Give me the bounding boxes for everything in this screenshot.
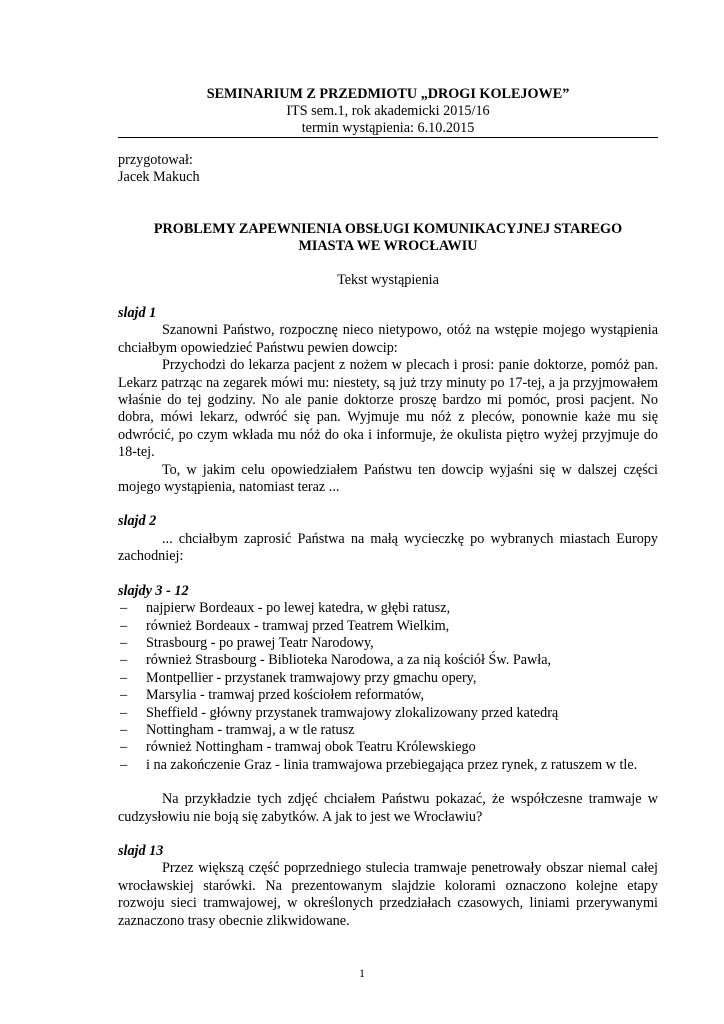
dash-bullet: – [120,756,128,773]
dash-bullet: – [120,600,128,617]
author-label: przygotował: [118,152,193,168]
title-line-1: PROBLEMY ZAPEWNIENIA OBSŁUGI KOMUNIKACYJNEJ STAREGO [153,221,623,237]
list-item-text: i na zakończenie Graz - linia tramwajowa przebiegająca przez rynek, z ratuszem w tle. [146,756,638,773]
dash-bullet: – [120,669,128,686]
slide-1-paragraph-3: To, w jakim celu opowiedziałem Państwu ten dowcip wyjaśni się w dalszej części mojego wystąpienia, natomiast teraz ... [118,461,658,496]
list-item-text: Marsylia - tramwaj przed kościołem reformatów, [146,687,424,704]
semester-info: ITS sem.1, rok akademicki 2015/16 [286,103,490,119]
list-item [118,670,658,687]
slide-1-heading: slajd 1 [118,305,157,321]
slide-1-paragraph-2: Przychodzi do lekarza pacjent z nożem w plecach i prosi: panie doktorze, pomóż pan. Lekarz patrząc na zegarek mówi mu: niestety, są już trzy minuty po 17-tej, a ja przyjmowałem właśnie do tej godziny. No ale panie doktorze proszę bardzo mi pomóc, prosi pacjent. No dobra, mówi lekarz, odwróć się pan. Wyjmuje mu nóż z pleców, ponownie każe mu się odwrócić, po czym wkłada mu nóż do oka i informuje, że okulista piętro wyżej przyjmuje do 18-tej. [118,357,658,461]
slide-2-paragraph-1: ... chciałbym zaprosić Państwa na małą wycieczkę po wybranych miastach Europy zachodniej: [118,530,658,565]
list-item [118,722,658,739]
dash-bullet: – [120,617,128,634]
spacer [118,774,658,791]
document-title [118,221,658,255]
list-item-text: najpierw Bordeaux - po lewej katedra, w głębi ratusz, [146,600,451,617]
dash-bullet: – [120,687,128,704]
title-line-2: MIASTA WE WROCŁAWIU [298,238,478,254]
document-subtitle: Tekst wystąpienia [337,272,439,288]
list-item-text: również Bordeaux - tramwaj przed Teatrem Wielkim, [146,617,450,634]
slides-3-12-heading: slajdy 3 - 12 [118,582,189,599]
page-number: 1 [359,966,365,980]
author-name: Jacek Makuch [118,169,200,185]
dash-bullet: – [120,739,128,756]
presentation-date: termin wystąpienia: 6.10.2015 [301,120,475,136]
dash-bullet: – [120,652,128,669]
list-item [118,705,658,722]
slide-13-paragraph-1: Przez większą część poprzedniego stulecia tramwaje penetrowały obszar niemal całej wrocławskiej starówki. Na prezentowanym slajdzie kolorami oznaczono kolejne etapy rozwoju sieci tramwajowej, w określonych przedziałach czasowych, liniami przerywanymi zaznaczono trasy obecnie zlikwidowane. [118,860,658,929]
list-item-text: Strasbourg - po prawej Teatr Narodowy, [146,634,374,651]
list-item-text: Nottingham - tramwaj, a w tle ratusz [146,721,355,738]
spacer [118,566,658,583]
author-block [118,152,200,186]
slide-2-heading: slajd 2 [118,513,157,530]
list-item [118,635,658,652]
dash-bullet: – [120,721,128,738]
list-item [118,687,658,704]
city-list [118,600,658,774]
slide-1-paragraph-1: Szanowni Państwo, rozpocznę nieco nietypowo, otóż na wstępie mojego wystąpienia chciałbym opowiedzieć Państwu pewien dowcip: [118,322,658,356]
list-item [118,618,658,635]
list-item [118,600,658,617]
dash-bullet: – [120,704,128,721]
list-item-text: Sheffield - główny przystanek tramwajowy zlokalizowany przed katedrą [146,704,559,721]
list-item [118,739,658,756]
list-item-text: również Nottingham - tramwaj obok Teatru Królewskiego [146,739,476,756]
seminar-title: SEMINARIUM Z PRZEDMIOTU „DROGI KOLEJOWE” [206,86,570,102]
slide-13-heading: slajd 13 [118,842,164,859]
list-item [118,652,658,669]
list-item-text: również Strasbourg - Biblioteka Narodowa, a za nią kościół Św. Pawła, [146,652,552,669]
document-body [118,305,658,930]
dash-bullet: – [120,634,128,651]
list-item-text: Montpellier - przystanek tramwajowy przy gmachu opery, [146,669,477,686]
spacer [118,826,658,843]
slides-3-12-paragraph: Na przykładzie tych zdjęć chciałem Państwu pokazać, że współczesne tramwaje w cudzysłowiu nie boją się zabytków. A jak to jest we Wrocławiu? [118,791,658,825]
header-divider [118,137,658,138]
document-header [118,86,658,137]
spacer [118,496,658,513]
list-item [118,757,658,774]
